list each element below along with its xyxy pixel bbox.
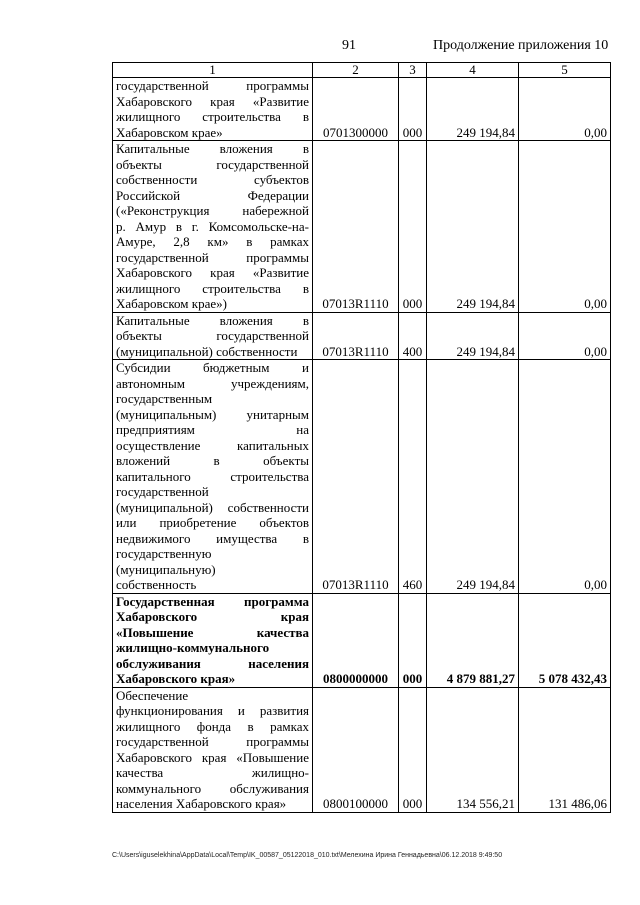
row-name-line: Хабаровского края «Развитие — [116, 93, 309, 109]
table-row — [113, 360, 611, 594]
column-header-4: 4 — [427, 63, 519, 78]
row-name-line: государственной — [116, 484, 209, 499]
row-name-line: собственность — [116, 577, 197, 592]
row-name-cell — [113, 593, 313, 687]
row-name-line: жилищно-коммунального — [116, 640, 270, 655]
amount-2019-cell: 249 194,84 — [427, 360, 519, 594]
row-name-line: «Повышение качества — [116, 624, 309, 640]
amount-2020-cell: 0,00 — [519, 78, 611, 141]
target-article-code-cell: 0800100000 — [313, 687, 399, 812]
row-name-line: государственной программы — [116, 734, 309, 749]
row-name-line: осуществление капитальных — [116, 437, 309, 453]
expense-type-cell: 000 — [399, 593, 427, 687]
amount-2019-cell: 134 556,21 — [427, 687, 519, 812]
row-name-line: Хабаровского края «Повышение — [116, 749, 309, 765]
row-name-line: р. Амур в г. Комсомольске-на- — [116, 218, 309, 234]
row-name-line: Хабаровском крае») — [116, 296, 227, 311]
row-name-line: вложений в объекты — [116, 453, 309, 468]
table-row — [113, 312, 611, 360]
row-name-line: государственную — [116, 546, 212, 561]
row-name-line: Капитальные вложения в — [116, 312, 309, 328]
row-name-cell — [113, 360, 313, 594]
amount-2020-cell: 0,00 — [519, 312, 611, 360]
row-name-line: функционирования и развития — [116, 703, 309, 718]
table-body — [113, 78, 611, 813]
row-name-cell — [113, 141, 313, 313]
row-name-line: (муниципальной) собственности — [116, 343, 298, 359]
row-name-line: Амуре, 2,8 км» в рамках — [116, 234, 309, 249]
row-name-line: объекты государственной — [116, 328, 309, 343]
target-article-code-cell: 07013R1110 — [313, 360, 399, 594]
row-name-line: обслуживания населения — [116, 655, 309, 671]
row-name-line: Хабаровском крае» — [116, 124, 223, 140]
budget-table — [112, 62, 611, 813]
row-name-cell — [113, 687, 313, 812]
amount-2020-cell: 0,00 — [519, 360, 611, 594]
column-number-row — [113, 63, 611, 78]
table-row — [113, 687, 611, 812]
expense-type-cell: 000 — [399, 141, 427, 313]
row-name-line: (муниципальной) собственности — [116, 499, 309, 515]
row-name-line: государственным — [116, 391, 213, 406]
row-name-line: объекты государственной — [116, 156, 309, 172]
row-name-line: жилищного строительства в — [116, 280, 309, 296]
row-name-line: Хабаровского края — [116, 609, 309, 624]
table-row — [113, 141, 611, 313]
amount-2019-cell: 249 194,84 — [427, 141, 519, 313]
column-header-2: 2 — [313, 63, 399, 78]
table-row — [113, 78, 611, 141]
row-name-cell — [113, 78, 313, 141]
row-name-line: или приобретение объектов — [116, 515, 309, 530]
amount-2019-cell: 4 879 881,27 — [427, 593, 519, 687]
row-name-line: предприятиям на — [116, 422, 309, 437]
row-name-line: капитального строительства — [116, 468, 309, 484]
row-name-line: жилищного фонда в рамках — [116, 718, 309, 734]
target-article-code-cell: 0701300000 — [313, 78, 399, 141]
row-name-line: Субсидии бюджетным и — [116, 360, 309, 375]
expense-type-cell: 460 — [399, 360, 427, 594]
row-name-line: жилищного строительства в — [116, 109, 309, 124]
row-name-line: Государственная программа — [116, 593, 309, 609]
row-name-line: населения Хабаровского края» — [116, 796, 287, 811]
row-name-line: государственной программы — [116, 249, 309, 265]
amount-2019-cell: 249 194,84 — [427, 78, 519, 141]
amount-2020-cell: 131 486,06 — [519, 687, 611, 812]
row-name-line: Хабаровского края «Развитие — [116, 265, 309, 280]
expense-type-cell: 000 — [399, 78, 427, 141]
row-name-line: государственной программы — [116, 78, 309, 93]
row-name-line: Российской Федерации — [116, 187, 309, 203]
row-name-line: собственности субъектов — [116, 172, 309, 187]
target-article-code-cell: 07013R1110 — [313, 141, 399, 313]
row-name-line: автономным учреждениям, — [116, 375, 309, 391]
row-name-cell — [113, 312, 313, 360]
target-article-code-cell: 0800000000 — [313, 593, 399, 687]
column-header-3: 3 — [399, 63, 427, 78]
table-header — [113, 63, 611, 78]
row-name-line: Хабаровского края» — [116, 671, 236, 686]
amount-2020-cell: 5 078 432,43 — [519, 593, 611, 687]
row-name-line: («Реконструкция набережной — [116, 203, 309, 218]
row-name-line: (муниципальным) унитарным — [116, 406, 309, 422]
column-header-5: 5 — [519, 63, 611, 78]
row-name-line: Капитальные вложения в — [116, 141, 309, 156]
page-number: 91 — [342, 38, 356, 53]
expense-type-cell: 000 — [399, 687, 427, 812]
row-name-line: качества жилищно- — [116, 765, 309, 780]
amount-2019-cell: 249 194,84 — [427, 312, 519, 360]
row-name-line: недвижимого имущества в — [116, 530, 309, 546]
target-article-code-cell: 07013R1110 — [313, 312, 399, 360]
appendix-continuation-note: Продолжение приложения 10 — [433, 38, 609, 53]
row-name-line: Обеспечение — [116, 687, 189, 703]
row-name-line: коммунального обслуживания — [116, 780, 309, 796]
expense-type-cell: 400 — [399, 312, 427, 360]
table-row — [113, 593, 611, 687]
document-path-footer: C:\Users\iguselekhina\AppData\Local\Temp\IK_00587_05122018_010.txt\Мелехина Ирина Геннадьевна\06.12.2018 9:49:50 — [112, 852, 503, 859]
row-name-line: (муниципальную) — [116, 561, 216, 577]
amount-2020-cell: 0,00 — [519, 141, 611, 313]
column-header-1: 1 — [113, 63, 313, 78]
